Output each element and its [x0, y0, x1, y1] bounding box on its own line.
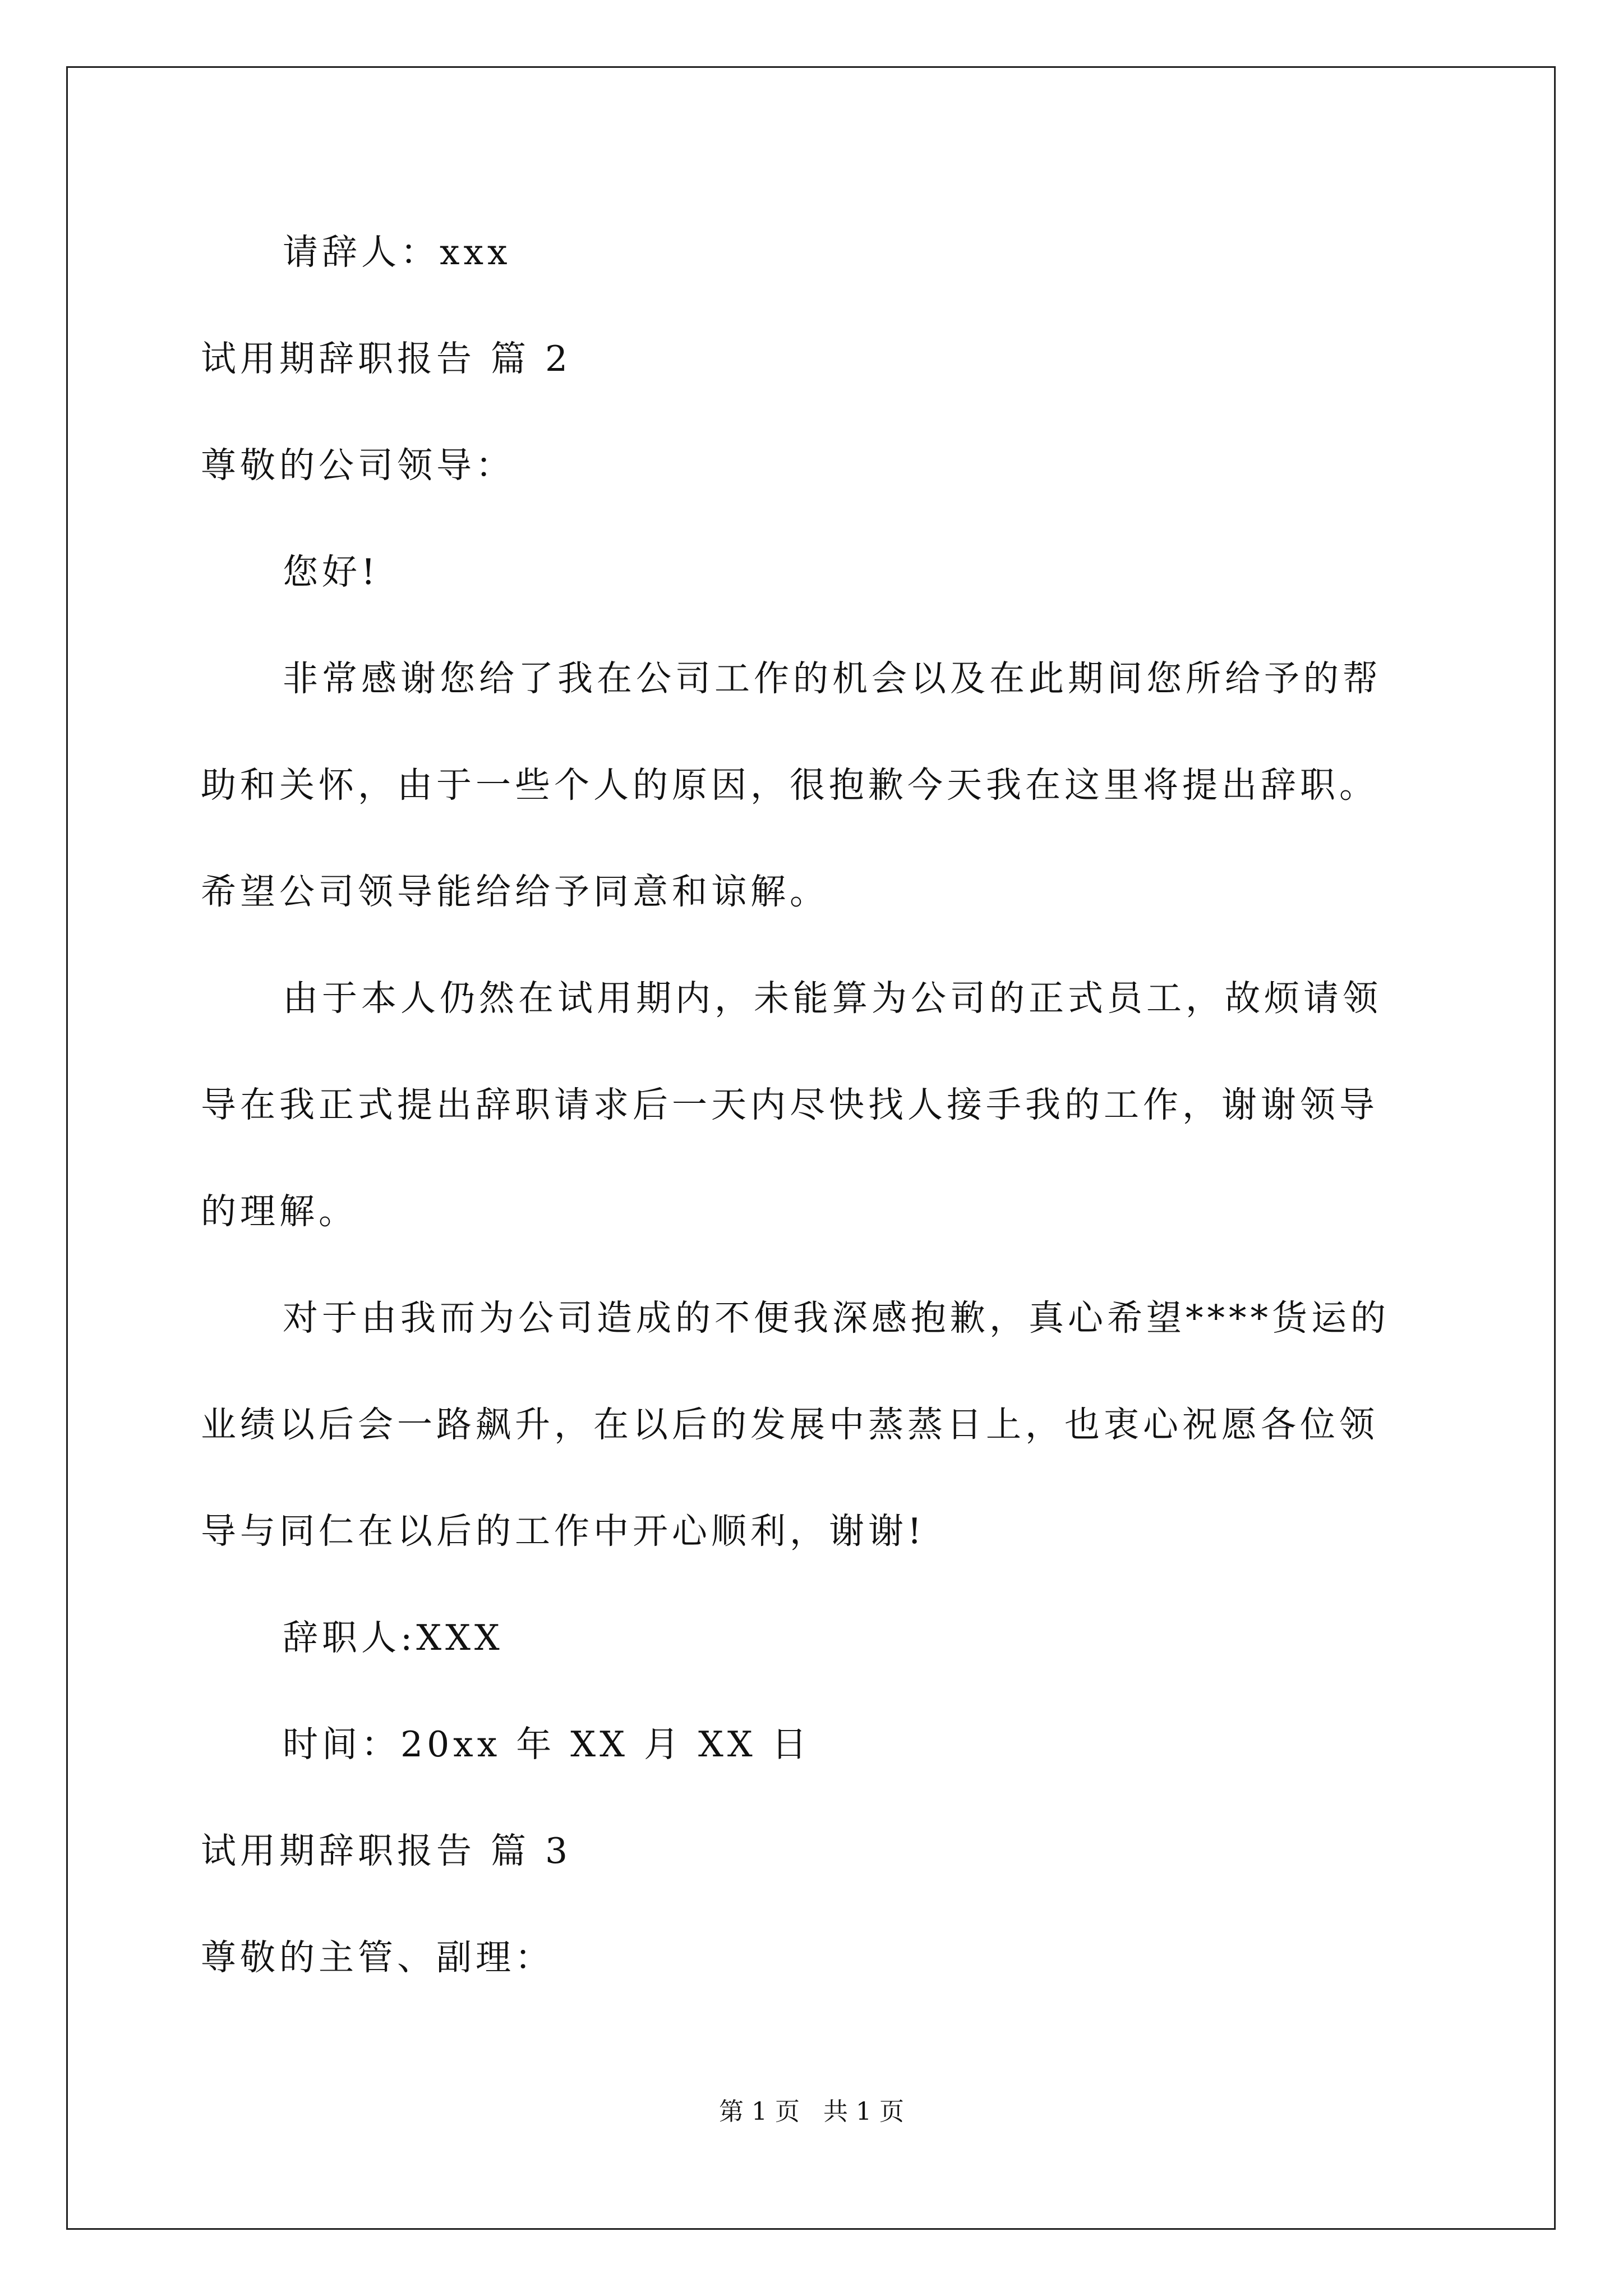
- paragraph-line: 助和关怀，由于一些个人的原因，很抱歉今天我在这里将提出辞职。: [201, 765, 1378, 806]
- resigner-signature: 辞职人:XXX: [283, 1617, 504, 1658]
- salutation: 尊敬的主管、副理：: [201, 1937, 554, 1978]
- paragraph-line: 非常感谢您给了我在公司工作的机会以及在此期间您所给予的帮: [283, 658, 1382, 699]
- date-line: 时间：20xx 年 XX 月 XX 日: [283, 1724, 811, 1765]
- section-heading-2: 试用期辞职报告 篇 2: [201, 338, 572, 379]
- page-border: [66, 66, 1556, 2230]
- section-heading-3: 试用期辞职报告 篇 3: [201, 1830, 572, 1871]
- resigner-line: 请辞人：xxx: [283, 232, 511, 273]
- page-number-footer: 第 1 页 共 1 页: [719, 2097, 904, 2126]
- paragraph-line: 导在我正式提出辞职请求后一天内尽快找人接手我的工作，谢谢领导: [201, 1084, 1378, 1125]
- paragraph-line: 希望公司领导能给给予同意和谅解。: [201, 871, 829, 912]
- paragraph-line: 业绩以后会一路飙升，在以后的发展中蒸蒸日上，也衷心祝愿各位领: [201, 1404, 1378, 1445]
- salutation: 尊敬的公司领导：: [201, 445, 515, 486]
- paragraph-line: 的理解。: [201, 1191, 358, 1232]
- paragraph-line: 导与同仁在以后的工作中开心顺利，谢谢!: [201, 1511, 926, 1552]
- greeting: 您好!: [283, 551, 380, 592]
- paragraph-line: 由于本人仍然在试用期内，未能算为公司的正式员工，故烦请领: [283, 978, 1382, 1019]
- paragraph-line: 对于由我而为公司造成的不便我深感抱歉，真心希望****货运的: [283, 1297, 1390, 1338]
